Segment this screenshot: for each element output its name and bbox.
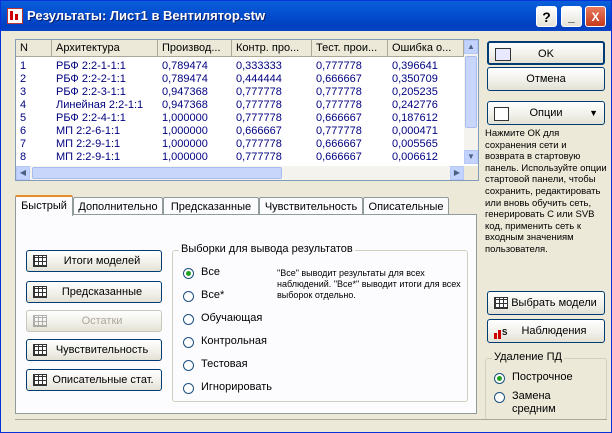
table-cell: 0,777778: [316, 60, 362, 72]
scroll-thumb[interactable]: [465, 56, 477, 128]
table-cell: 0,666667: [316, 73, 362, 85]
svg-text:S: S: [502, 328, 508, 337]
table-cell: МП 2:2-6-1:1: [56, 125, 121, 137]
radio-ignore-label[interactable]: Игнорировать: [201, 381, 272, 393]
options-button[interactable]: Опции ▼: [487, 101, 605, 125]
radio-all-star[interactable]: [183, 291, 194, 302]
tab-advanced[interactable]: Дополнительно: [73, 197, 163, 215]
table-cell: 0,777778: [236, 138, 282, 150]
table-row[interactable]: [16, 125, 464, 138]
results-grid[interactable]: [15, 39, 479, 181]
table-cell: РБФ 2:2-4-1:1: [56, 112, 126, 124]
radio-all[interactable]: [183, 268, 194, 279]
table-cell: 0,006612: [392, 151, 438, 163]
table-cell: 0,777778: [236, 151, 282, 163]
vertical-scrollbar[interactable]: [464, 40, 478, 164]
radio-mean-substitution-label[interactable]: Замена средним: [512, 390, 556, 415]
table-cell: 0,777778: [236, 99, 282, 111]
table-cell: РБФ 2:2-3-1:1: [56, 86, 126, 98]
radio-all-label[interactable]: Все: [201, 266, 220, 278]
table-cell: 0,333333: [236, 60, 282, 72]
table-cell: 0,947368: [162, 86, 208, 98]
scroll-right-icon[interactable]: ▶: [450, 166, 464, 180]
tab-descriptive[interactable]: Описательные: [363, 197, 449, 215]
table-cell: 1: [20, 60, 27, 72]
radio-casewise[interactable]: [494, 373, 505, 384]
quick-tab-panel: [15, 214, 477, 414]
table-cell: 0,777778: [236, 112, 282, 124]
table-cell: 0,000471: [392, 125, 438, 137]
column-header[interactable]: Архитектура: [52, 40, 158, 56]
table-cell: 0,666667: [316, 151, 362, 163]
radio-ignore[interactable]: [183, 383, 194, 394]
table-row[interactable]: [16, 99, 464, 112]
divider: [15, 419, 607, 420]
grid-rows: [16, 60, 464, 164]
table-cell: 0,777778: [316, 86, 362, 98]
table-cell: 0,666667: [316, 112, 362, 124]
model-summary-button[interactable]: Итоги моделей: [26, 250, 162, 272]
table-cell: 1,000000: [162, 151, 208, 163]
app-icon: [7, 8, 23, 24]
table-cell: 0,205235: [392, 86, 438, 98]
table-cell: Линейная 2:2-1:1: [56, 99, 144, 111]
options-icon: [494, 107, 509, 121]
table-row[interactable]: [16, 73, 464, 86]
table-cell: 0,666667: [236, 125, 282, 137]
help-text: Нажмите ОК для сохранения сети и возврата в стартовую панель. Используйте опции стартовой панели, чтобы сохранить, редактировать или вновь обучить сеть, генерировать С или SVB код, применить сеть к входным значениям пользователя.: [485, 128, 607, 255]
radio-validation[interactable]: [183, 337, 194, 348]
missing-data-title: Удаление ПД: [494, 351, 562, 363]
select-models-button[interactable]: Выбрать модели: [487, 291, 605, 315]
table-icon: [33, 286, 47, 298]
table-cell: 1,000000: [162, 112, 208, 124]
samples-group-title: Выборки для вывода результатов: [181, 243, 353, 255]
observations-icon: [494, 325, 508, 337]
samples-note: "Все" выводит результаты для всех наблюдений. "Все*" выводит итоги для всех выборок отдельно.: [277, 268, 461, 300]
ok-icon: [495, 48, 511, 61]
table-row[interactable]: [16, 138, 464, 151]
table-cell: 5: [20, 112, 27, 124]
table-cell: 6: [20, 125, 27, 137]
column-header[interactable]: Тест. прои...: [312, 40, 388, 56]
chevron-down-icon: ▼: [589, 108, 598, 118]
table-icon: [494, 297, 508, 309]
radio-validation-label[interactable]: Контрольная: [201, 335, 267, 347]
tab-quick[interactable]: Быстрый: [15, 195, 73, 216]
table-row[interactable]: [16, 60, 464, 73]
table-cell: 0,789474: [162, 60, 208, 72]
title-bar: [1, 1, 611, 31]
table-cell: 0,947368: [162, 99, 208, 111]
hscroll-thumb[interactable]: [32, 167, 282, 179]
table-cell: МП 2:2-9-1:1: [56, 138, 121, 150]
predicted-button[interactable]: Предсказанные: [26, 281, 162, 303]
table-cell: 8: [20, 151, 27, 163]
table-cell: 3: [20, 86, 27, 98]
column-header[interactable]: N: [16, 40, 52, 56]
table-icon: [33, 374, 47, 386]
samples-group: [172, 243, 468, 402]
column-header[interactable]: Контр. про...: [232, 40, 312, 56]
table-cell: 0,666667: [316, 138, 362, 150]
table-row[interactable]: [16, 112, 464, 125]
residuals-button[interactable]: Остатки: [26, 310, 162, 332]
table-cell: 4: [20, 99, 27, 111]
table-cell: 0,242776: [392, 99, 438, 111]
help-button[interactable]: ?: [536, 6, 557, 27]
ok-button[interactable]: OK: [487, 41, 605, 65]
radio-casewise-label[interactable]: Построчное: [512, 371, 573, 383]
radio-test-label[interactable]: Тестовая: [201, 358, 248, 370]
radio-train[interactable]: [183, 314, 194, 325]
scroll-left-icon[interactable]: ◀: [16, 166, 30, 180]
scroll-up-icon[interactable]: ▲: [464, 40, 478, 54]
scroll-down-icon[interactable]: ▼: [464, 150, 478, 164]
table-cell: 0,444444: [236, 73, 282, 85]
minimize-button[interactable]: _: [561, 6, 582, 27]
table-cell: 0,777778: [236, 86, 282, 98]
observations-button[interactable]: S Наблюдения: [487, 319, 605, 343]
table-cell: 2: [20, 73, 27, 85]
radio-mean-substitution[interactable]: [494, 392, 505, 403]
table-cell: 1,000000: [162, 125, 208, 137]
missing-data-group: [485, 351, 607, 420]
radio-train-label[interactable]: Обучающая: [201, 312, 263, 324]
table-cell: 0,350709: [392, 73, 438, 85]
table-cell: 1,000000: [162, 138, 208, 150]
table-cell: 7: [20, 138, 27, 150]
column-header[interactable]: Производ...: [158, 40, 232, 56]
cancel-button[interactable]: Отмена: [487, 67, 605, 91]
descriptive-stats-button[interactable]: Описательные стат.: [26, 369, 162, 391]
horizontal-scrollbar[interactable]: [16, 166, 464, 180]
grid-header: [16, 40, 464, 57]
sensitivity-button[interactable]: Чувствительность: [26, 339, 162, 361]
table-row[interactable]: [16, 151, 464, 164]
table-cell: 0,396641: [392, 60, 438, 72]
table-cell: 0,777778: [316, 125, 362, 137]
tab-predicted[interactable]: Предсказанные: [163, 197, 259, 215]
table-icon: [33, 315, 47, 327]
radio-test[interactable]: [183, 360, 194, 371]
table-cell: МП 2:2-9-1:1: [56, 151, 121, 163]
column-header[interactable]: Ошибка о...: [388, 40, 464, 56]
table-row[interactable]: [16, 86, 464, 99]
table-cell: 0,187612: [392, 112, 438, 124]
tab-sensitivity[interactable]: Чувствительность: [259, 197, 363, 215]
radio-all-star-label[interactable]: Все*: [201, 289, 225, 301]
table-cell: 0,005565: [392, 138, 438, 150]
table-cell: РБФ 2:2-2-1:1: [56, 73, 126, 85]
window-title: Результаты: Лист1 в Вентилятор.stw: [27, 8, 266, 23]
table-cell: 0,777778: [316, 99, 362, 111]
table-cell: 0,789474: [162, 73, 208, 85]
table-icon: [33, 344, 47, 356]
close-button[interactable]: X: [585, 6, 606, 27]
table-cell: РБФ 2:2-1-1:1: [56, 60, 126, 72]
scroll-corner: [464, 166, 478, 180]
table-icon: [33, 255, 47, 267]
